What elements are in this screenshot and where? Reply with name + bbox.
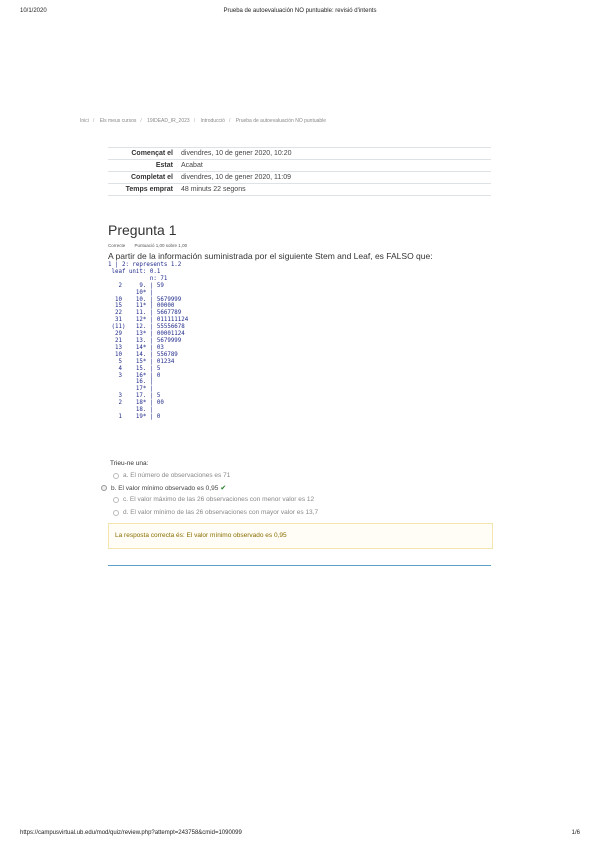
question-divider <box>108 565 491 566</box>
radio-icon[interactable] <box>101 485 107 491</box>
summary-value: divendres, 10 de gener 2020, 11:09 <box>177 172 491 184</box>
correct-answer-feedback: La resposta correcta és: El valor mínimo observado es 0,95 <box>108 523 493 549</box>
stem-and-leaf-display: 1 | 2: represents 1.2 leaf unit: 0.1 n: 71 2 9. | 59 10* | 10 10. | 5679999 15 11* | 00000 22 11. | 5667789 31 12* | 011111124 (11) 12. | 55556678 29 13* | 00001124 21 13. | 5679999 13 14* | 03 10 14. | 556789 5 15* | 01234 4 15. | 5 3 16* | 0 16. | 17* | 3 17. | 5 2 18* | 00 18. | 1 19* | 0 <box>108 262 189 420</box>
answer-option-label: b. El valor mínimo observado es 0,95 <box>111 484 219 492</box>
breadcrumb-course[interactable]: 19IDEAD_IR_2023 <box>147 118 190 124</box>
breadcrumb-quiz[interactable]: Prueba de autoevaluación NO puntuable <box>235 118 327 124</box>
answer-option-label: d. El valor mínimo de las 26 observaciones con mayor valor es 13,7 <box>123 509 319 516</box>
summary-label: Completat el <box>108 172 177 184</box>
summary-label: Començat el <box>108 148 177 160</box>
summary-row-completed <box>108 172 491 184</box>
question-title: Pregunta 1 <box>108 222 177 238</box>
print-date: 10/1/2020 <box>20 8 47 14</box>
question-state: Correcte <box>108 243 126 248</box>
radio-icon[interactable] <box>113 473 119 479</box>
summary-value: Acabat <box>177 160 491 172</box>
summary-label: Temps emprat <box>108 184 177 196</box>
radio-icon[interactable] <box>113 510 119 516</box>
summary-row-started <box>108 148 491 160</box>
summary-row-state <box>108 160 491 172</box>
page-number: 1/6 <box>571 830 580 836</box>
breadcrumb-section[interactable]: Introducció <box>200 118 225 124</box>
question-text: A partir de la información suministrada por el siguiente Stem and Leaf, es FALSO que: <box>108 251 433 261</box>
question-mark: Puntuació 1,00 sobre 1,00 <box>134 243 188 248</box>
answer-option-b[interactable] <box>101 484 226 492</box>
attempt-summary-table <box>108 147 491 196</box>
breadcrumb-home[interactable]: Inici <box>80 118 89 124</box>
answer-option-c[interactable] <box>113 496 314 503</box>
answer-option-label: c. El valor máximo de las 26 observaciones con menor valor es 12 <box>123 496 315 503</box>
summary-label: Estat <box>108 160 177 172</box>
answer-option-d[interactable] <box>113 509 318 516</box>
summary-value: divendres, 10 de gener 2020, 10:20 <box>177 148 491 160</box>
breadcrumb: Inici / Els meus cursos / 19IDEAD_IR_2023 / Introducció / Prueba de autoevaluación NO puntuable <box>80 118 327 124</box>
check-icon: ✔ <box>220 485 227 492</box>
breadcrumb-my-courses[interactable]: Els meus cursos <box>99 118 137 124</box>
summary-value: 48 minuts 22 segons <box>177 184 491 196</box>
question-info <box>108 243 195 248</box>
print-url: https://campusvirtual.ub.edu/mod/quiz/review.php?attempt=243758&cmid=1090099 <box>20 830 242 836</box>
radio-icon[interactable] <box>113 497 119 503</box>
answer-option-label: a. El número de observaciones es 71 <box>123 472 231 479</box>
answer-prompt: Trieu-ne una: <box>110 460 149 467</box>
answer-option-a[interactable] <box>113 472 230 479</box>
print-title: Prueba de autoevaluación NO puntuable: revisió d'intents <box>223 8 377 14</box>
summary-row-time-taken <box>108 184 491 196</box>
